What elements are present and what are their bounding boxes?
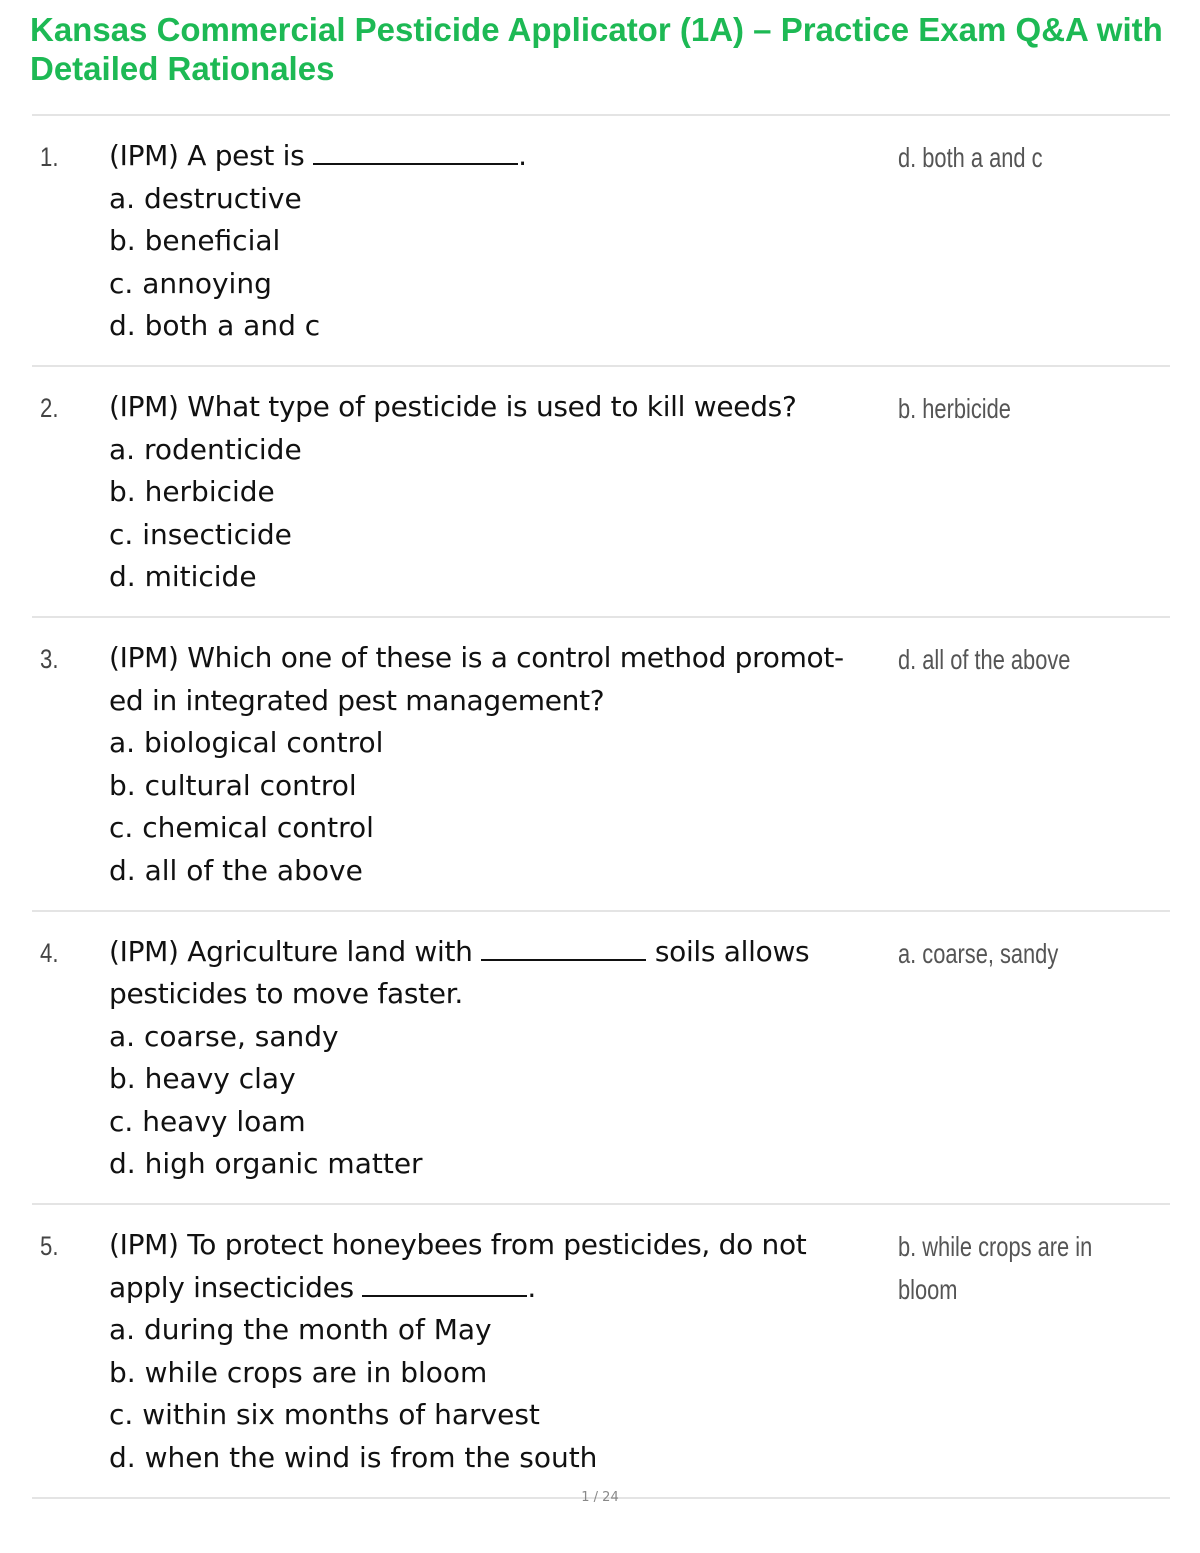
question-text-before: (IPM) A pest is xyxy=(109,139,305,172)
option-b: b. while crops are in bloom xyxy=(109,1355,488,1389)
option-c: c. annoying xyxy=(109,266,272,300)
answer-key: d. both a and c xyxy=(898,142,1043,173)
page-number: 1 / 24 xyxy=(581,1490,619,1505)
question-number: 4. xyxy=(40,937,59,968)
question-text: (IPM) Which one of these is a control method promot- ed in integrated pest management? xyxy=(109,640,844,717)
option-c: c. chemical control xyxy=(109,811,374,845)
option-c: c. within six months of harvest xyxy=(109,1398,540,1432)
answer-key: b. herbicide xyxy=(898,392,1011,424)
option-d: d. both a and c xyxy=(109,309,321,343)
answer-key: a. coarse, sandy xyxy=(898,937,1059,969)
option-a: a. coarse, sandy xyxy=(109,1019,339,1053)
option-b: b. herbicide xyxy=(109,475,275,509)
question-number: 5. xyxy=(40,1231,59,1262)
option-a: a. rodenticide xyxy=(109,432,302,466)
question-item xyxy=(32,1203,1170,1499)
question-list xyxy=(32,114,1170,1499)
question-text: (IPM) What type of pesticide is used to kill weeds? xyxy=(109,389,797,423)
option-c: c. heavy loam xyxy=(109,1104,306,1138)
question-item xyxy=(32,114,1170,365)
answer-key: d. all of the above xyxy=(898,643,1071,675)
option-a: a. during the month of May xyxy=(109,1313,492,1347)
option-a: a. biological control xyxy=(109,726,384,760)
question-text-before: (IPM) To protect honeybees from pesticides, do not apply insecticides xyxy=(109,1228,807,1304)
question-number: 3. xyxy=(40,643,59,674)
question-text xyxy=(109,931,884,1016)
option-b: b. heavy clay xyxy=(109,1062,296,1096)
question-text-after: . xyxy=(527,1270,537,1304)
option-b: b. beneficial xyxy=(109,224,281,258)
answer-blank xyxy=(481,937,646,961)
question-number: 1. xyxy=(40,142,59,172)
question-text xyxy=(109,1224,884,1309)
question-text xyxy=(109,135,884,178)
option-d: d. all of the above xyxy=(109,853,363,887)
question-item xyxy=(32,616,1170,910)
option-d: d. high organic matter xyxy=(109,1147,423,1181)
question-text-after: . xyxy=(518,139,527,172)
option-c: c. insecticide xyxy=(109,517,292,551)
question-item xyxy=(32,365,1170,616)
answer-key: b. while crops are in bloom xyxy=(898,1231,1093,1306)
question-item xyxy=(32,910,1170,1204)
option-a: a. destructive xyxy=(109,181,302,215)
option-b: b. cultural control xyxy=(109,768,357,802)
answer-blank xyxy=(362,1273,527,1297)
option-d: d. miticide xyxy=(109,560,257,594)
question-number: 2. xyxy=(40,392,59,423)
question-text-before: (IPM) Agriculture land with xyxy=(109,934,473,968)
page-title: Kansas Commercial Pesticide Applicator (1A) – Practice Exam Q&A with Detailed Rationales xyxy=(30,11,1163,87)
option-d: d. when the wind is from the south xyxy=(109,1441,598,1475)
question-text-after: soils allows pesticides to move faster. xyxy=(109,934,810,1011)
answer-blank xyxy=(313,141,518,165)
